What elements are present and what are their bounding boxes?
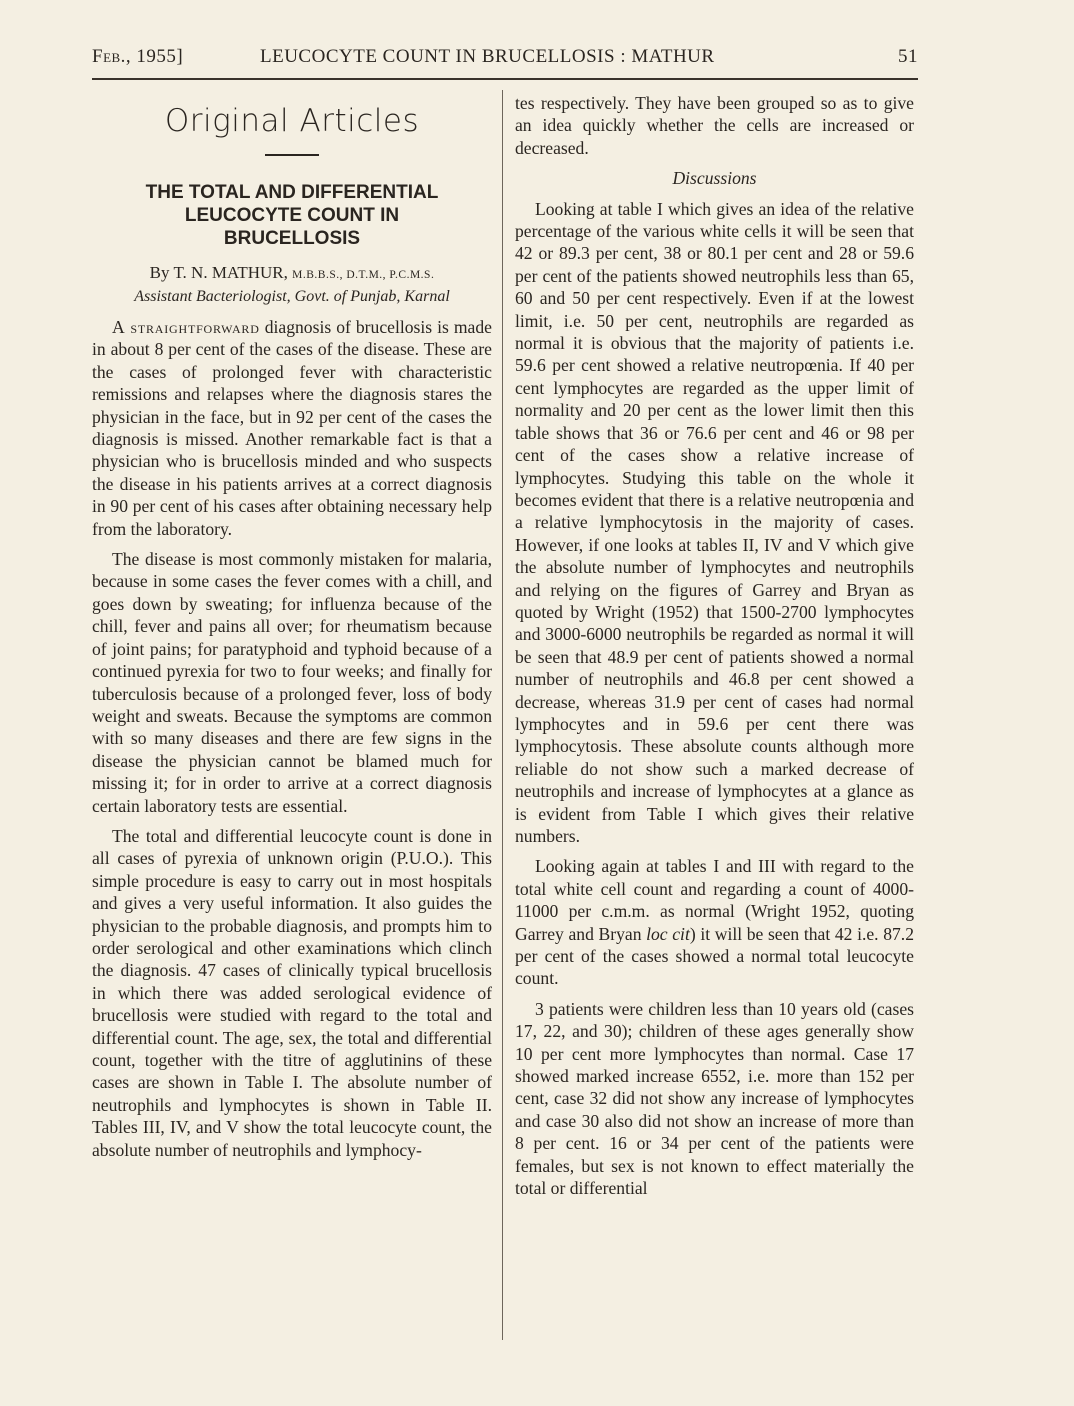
paragraph-total-count <box>515 855 914 989</box>
discussions-heading: Discussions <box>672 168 757 189</box>
title-line: BRUCELLOSIS <box>223 228 361 249</box>
page-number: 51 <box>898 46 918 67</box>
author-name: By T. N. MATHUR, <box>149 263 288 282</box>
header-date: Feb., 1955] <box>92 46 184 67</box>
byline <box>92 262 492 286</box>
section-title: Original Articles <box>164 103 420 139</box>
opening-words: A straightforward <box>112 317 260 337</box>
author-degrees: M.B.B.S., D.T.M., P.C.M.S. <box>292 269 435 281</box>
header-running-title: LEUCOCYTE COUNT IN BRUCELLOSIS : MATHUR <box>260 46 715 67</box>
title-line: LEUCOCYTE COUNT IN <box>184 205 400 226</box>
title-line: THE TOTAL AND DIFFERENTIAL <box>145 182 439 203</box>
paragraph-discussion-table1: Looking at table I which gives an idea of the relative percentage of the various white cells it will be seen that 42 or 89.3 per cent, 38 or 80.1 per cent and 28 or 59.6 per cent of the patients showed neutrophils less than 65, 60 and 50 per cent respectively. Even if at the lowest limit, i.e. 50 per cent, neutrophils are regarded as normal it is obvious that the majority of patients i.e. 59.6 per cent showed a relative neutropœnia. If 40 per cent lymphocytes are regarded as the upper limit of normality and 20 per cent as the lower limit then this table shows that 36 or 76.6 per cent and 46 or 98 per cent of the cases show a relative increase of lymphocytes. Studying this table on the whole it becomes evident that there is a relative neutropœnia and a relative lymphocytosis in the majority of cases. However, if one looks at tables II, IV and V which give the absolute number of lymphocytes and neutrophils and relying on the figures of Garrey and Bryan as quoted by Wright (1952) that 1500-2700 lymphocytes and 3000-6000 neutrophils be regarded as normal it will be seen that 48.9 per cent of patients showed a normal number of neutrophils and 46.8 per cent showed a decrease, whereas 31.9 per cent of cases had normal lymphocytes and in 59.6 per cent there was lymphocytosis. These absolute counts although more reliable do not show such a marked decrease of neutrophils and increase of lymphocytes at a glance as is evident from Table I which gives their relative numbers. <box>515 198 914 846</box>
citation-italic: loc cit <box>646 923 690 944</box>
running-header <box>92 46 918 72</box>
paragraph-method: The total and differential leucocyte count is done in all cases of pyrexia of unknown origin (P.U.O.). This simple procedure is easy to carry out in most hospitals and gives a very useful information. It also guides the physician to the probable diagnosis, and prompts him to order serological and other examinations which clinch the diagnosis. 47 cases of clinically typical brucellosis in which there was added serological evidence of brucellosis were studied with regard to the total and differential count. The age, sex, the total and differential count, together with the titre of agglutinins of these cases are shown in Table I. The absolute number of neutrophils and lymphocytes is shown in Table II. Tables III, IV, and V show the total leucocyte count, the absolute number of neutrophils and lymphocy- <box>92 825 492 1160</box>
paragraph-children: 3 patients were children less than 10 years old (cases 17, 22, and 30); children of these ages generally show 10 per cent more lymphocytes than normal. Case 17 showed marked increase 6552, i.e. more than 152 per cent, case 32 did not show any increase of lymphocytes and case 30 also did not show an increase of more than 8 per cent. 16 or 34 per cent of the patients were females, but sex is not known to effect materially the total or differential <box>515 998 914 1199</box>
paragraph-text: ) it will be seen that 42 i.e. 87.2 per cent of the cases showed a normal total leucocyte count. <box>515 923 914 989</box>
paragraph-text: diagnosis of brucellosis is made in about 8 per cent of the cases of the disease. These are the cases of prolonged fever with characteristic remissions and relapses where the diagnosis stares the physician in the face, but in 92 per cent of the cases the diagnosis is missed. Another remarkable fact is that a physician who is brucellosis minded and who suspects the disease in his patients arrives at a correct diagnosis in 90 per cent of his cases after obtaining necessary help from the laboratory. <box>92 317 492 539</box>
header-rule <box>92 78 918 80</box>
paragraph-continued: tes respectively. They have been grouped so as to give an idea quickly whether the cells are increased or decreased. <box>515 93 914 158</box>
title-divider <box>265 154 319 156</box>
paragraph-misdiagnosis: The disease is most commonly mistaken for malaria, because in some cases the fever comes with a chill, and goes down by sweating; for influenza because of the chill, fever and pains all over; for rheumatism because of joint pains; for paratyphoid and typhoid because of a continued pyrexia for two to four weeks; and finally for tuberculosis because of a prolonged fever, loss of body weight and sweats. Because the symptoms are common with so many diseases and there are few signs in the disease the physician cannot be blamed much for missing it; for in order to arrive at a correct diagnosis certain laboratory tests are essential. <box>92 549 492 816</box>
left-column <box>92 92 492 1161</box>
paragraph-intro <box>92 316 492 540</box>
article-title <box>92 181 492 250</box>
column-divider <box>502 90 503 1340</box>
paragraph-text: Looking again at tables I and III with regard to the total white cell count and regarding a count of 4000-11000 per c.m.m. as normal (Wright 1952, quoting Garrey and Bryan <box>515 856 914 944</box>
right-column <box>515 92 914 1200</box>
author-affiliation: Assistant Bacteriologist, Govt. of Punjab, Karnal <box>134 288 450 305</box>
